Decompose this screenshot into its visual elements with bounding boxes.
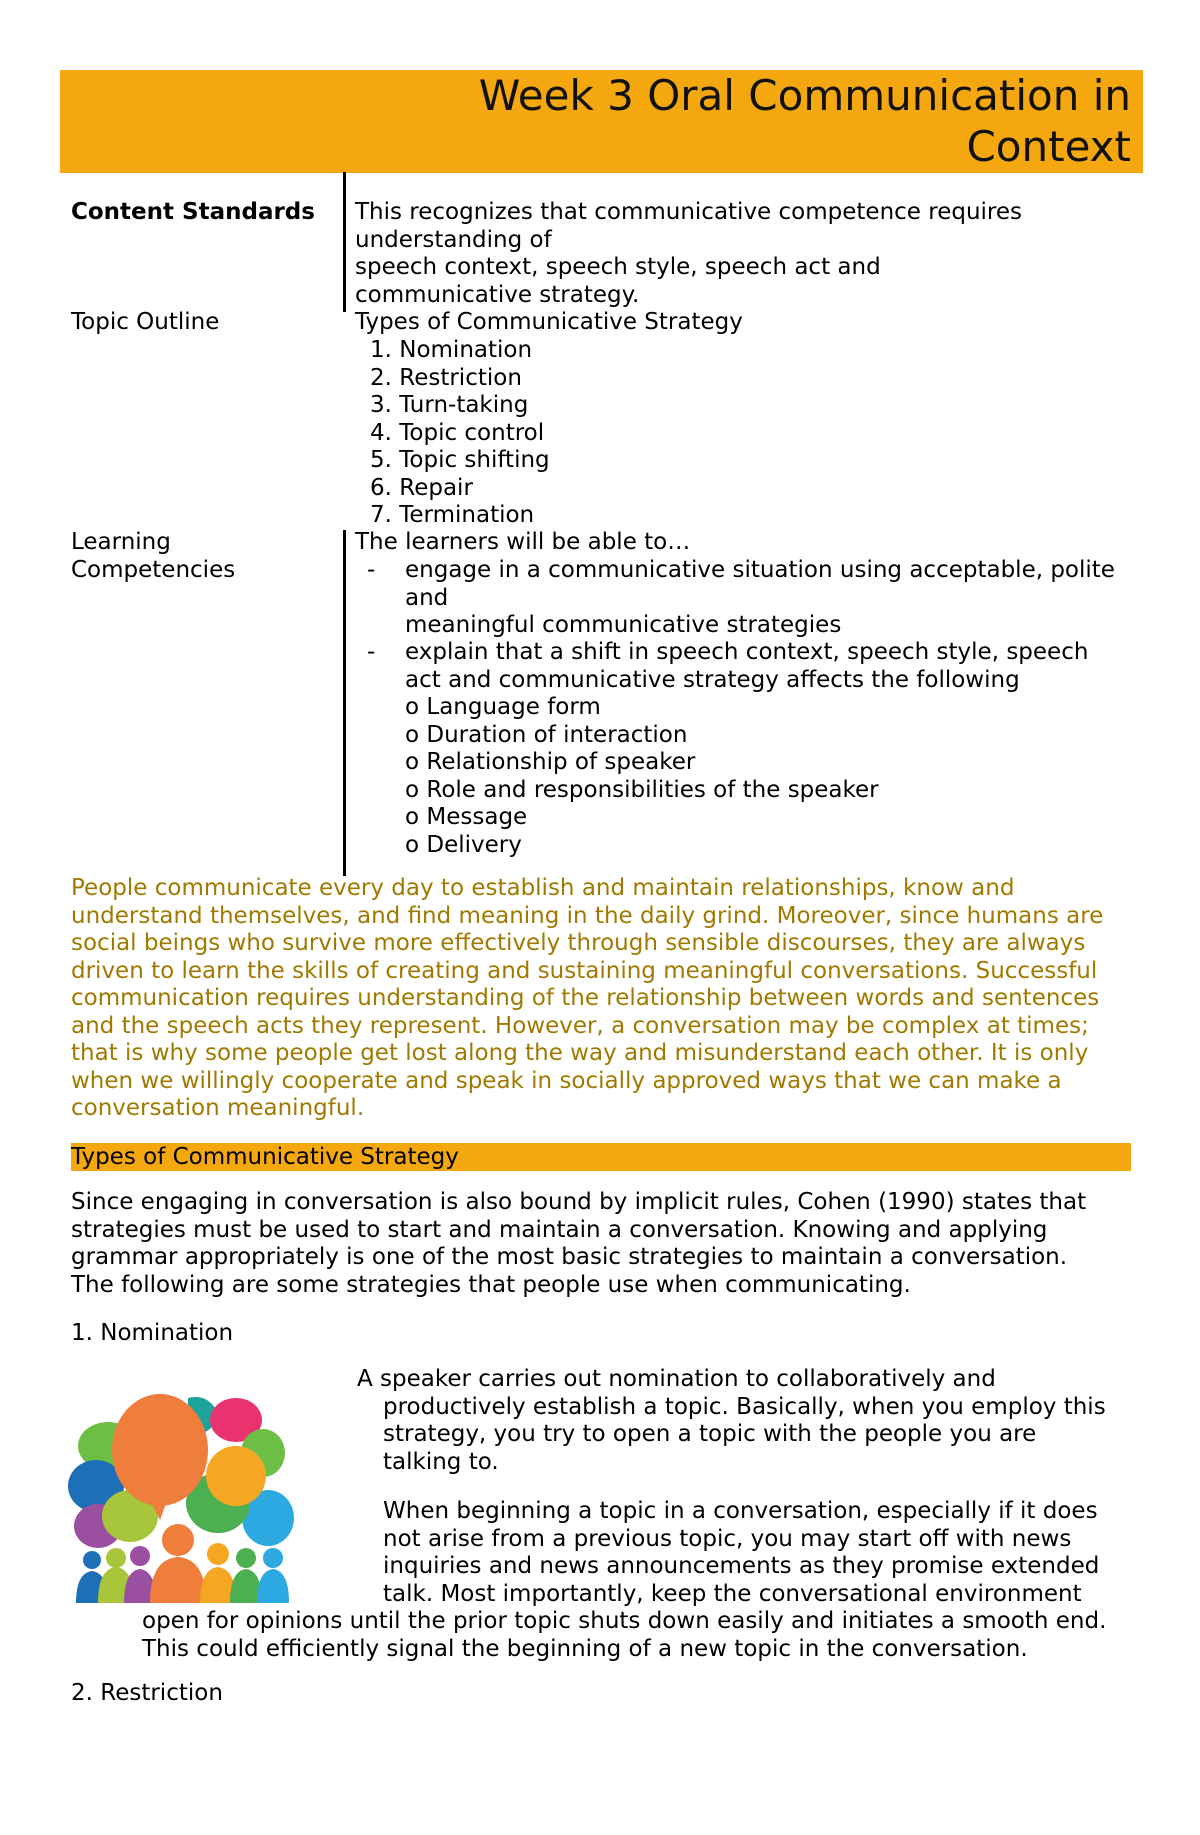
- sub-list-item: o Duration of interaction: [405, 721, 688, 748]
- title-line-2: Context: [966, 122, 1131, 171]
- intro-line: when we willingly cooperate and speak in socially approved ways that we can make a: [71, 1067, 1062, 1094]
- paragraph-line: This could efficiently signal the beginning of a new topic in the conversation.: [142, 1635, 1028, 1662]
- paragraph-line: strategies must be used to start and maintain a conversation. Knowing and applying: [71, 1216, 1048, 1243]
- person-body: [150, 1557, 206, 1603]
- competency-line: act and communicative strategy affects the following: [405, 666, 1020, 693]
- learning-competencies-label: [71, 529, 235, 584]
- paragraph-line: grammar appropriately is one of the most basic strategies to maintain a conversation.: [71, 1244, 1068, 1270]
- title-banner: [60, 70, 1143, 173]
- section-paragraph: [71, 1189, 1146, 1299]
- sub-list-item: o Role and responsibilities of the speaker: [405, 776, 879, 803]
- content-standards-line: speech context, speech style, speech act and: [355, 254, 881, 280]
- list-item: 4. Topic control: [370, 419, 545, 446]
- paragraph-line: open for opinions until the prior topic shuts down easily and initiates a smooth end.: [142, 1608, 1107, 1634]
- table-divider-bottom: [343, 530, 346, 876]
- title-line-1: Week 3 Oral Communication in: [478, 71, 1131, 120]
- person-head: [106, 1548, 126, 1568]
- list-item: 7. Termination: [370, 502, 535, 528]
- person-body: [257, 1569, 289, 1603]
- intro-line: understand themselves, and find meaning in the daily grind. Moreover, since humans are: [71, 902, 1104, 929]
- speech-bubble-shape: [112, 1394, 208, 1506]
- content-standards-label: Content Standards: [71, 199, 315, 225]
- dash-bullet: -: [367, 639, 376, 665]
- label-line: Learning: [71, 529, 171, 555]
- paragraph-line: The following are some strategies that people use when communicating.: [71, 1271, 911, 1298]
- dash-bullet: -: [367, 557, 376, 583]
- person-head: [263, 1548, 283, 1568]
- competency-sub-list: [405, 694, 879, 859]
- paragraph-line: productively establish a topic. Basically, when you employ this: [383, 1393, 1106, 1420]
- competency-line: explain that a shift in speech context, speech style, speech: [405, 639, 1089, 665]
- section-heading: Types of Communicative Strategy: [71, 1144, 459, 1170]
- intro-line: and the speech acts they represent. However, a conversation may be complex at times;: [71, 1012, 1089, 1039]
- paragraph-line: talking to.: [383, 1448, 499, 1475]
- nomination-paragraph-2: [383, 1498, 1173, 1608]
- sub-list-item: o Delivery: [405, 831, 522, 858]
- paragraph-line: talk. Most importantly, keep the conversational environment: [383, 1580, 1082, 1607]
- nomination-paragraph-2-continued: [142, 1608, 1152, 1663]
- intro-line: communication requires understanding of the relationship between words and sentences: [71, 985, 1100, 1011]
- label-line: Competencies: [71, 556, 236, 583]
- intro-line: conversation meaningful.: [71, 1095, 365, 1121]
- nomination-paragraph-1: [357, 1366, 1147, 1476]
- paragraph-line: strategy, you try to open a topic with the people you are: [383, 1421, 1037, 1447]
- sub-list-item: o Message: [405, 804, 528, 830]
- person-head: [83, 1551, 101, 1569]
- intro-paragraph: [71, 875, 1146, 1123]
- restriction-heading: 2. Restriction: [71, 1680, 223, 1706]
- competency-item: [355, 557, 1145, 640]
- nomination-heading: 1. Nomination: [71, 1320, 234, 1346]
- topic-outline-list: [370, 337, 550, 530]
- intro-line: People communicate every day to establish and maintain relationships, know and: [71, 875, 1015, 901]
- person-head: [207, 1543, 229, 1565]
- content-standards-line: This recognizes that communicative competence requires: [355, 199, 1022, 225]
- table-divider-top: [343, 172, 346, 312]
- competency-line: and: [405, 584, 449, 611]
- speech-bubbles-people-illustration: [68, 1368, 300, 1603]
- page-title: [479, 70, 1131, 172]
- content-standards-text: [355, 199, 1145, 309]
- list-item: 2. Restriction: [370, 364, 522, 391]
- list-item: 3. Turn-taking: [370, 392, 529, 418]
- topic-outline-label: Topic Outline: [71, 309, 220, 335]
- paragraph-line: inquiries and news announcements as they promise extended: [383, 1553, 1100, 1579]
- person-head: [162, 1524, 194, 1556]
- person-head: [130, 1546, 150, 1566]
- competency-line: engage in a communicative situation using acceptable, polite: [405, 557, 1115, 583]
- paragraph-line: not arise from a previous topic, you may start off with news: [383, 1525, 1072, 1552]
- sub-list-item: o Language form: [405, 694, 601, 720]
- list-item: 5. Topic shifting: [370, 447, 550, 473]
- intro-line: driven to learn the skills of creating and sustaining meaningful conversations. Successful: [71, 957, 1098, 984]
- list-item: 1. Nomination: [370, 337, 533, 363]
- paragraph-line: A speaker carries out nomination to collaboratively and: [357, 1366, 996, 1392]
- competency-item: [355, 639, 1145, 694]
- paragraph-line: When beginning a topic in a conversation, especially if it does: [383, 1498, 1098, 1524]
- intro-line: that is why some people get lost along the way and misunderstand each other. It is only: [71, 1040, 1089, 1066]
- person-head: [236, 1548, 256, 1568]
- content-standards-line: understanding of: [355, 226, 552, 253]
- paragraph-line: Since engaging in conversation is also bound by implicit rules, Cohen (1990) states that: [71, 1189, 1087, 1215]
- sub-list-item: o Relationship of speaker: [405, 749, 696, 775]
- competency-line: meaningful communicative strategies: [405, 612, 842, 638]
- content-standards-line: communicative strategy.: [355, 281, 640, 308]
- intro-line: social beings who survive more effectively through sensible discourses, they are always: [71, 930, 1086, 956]
- learning-intro: The learners will be able to…: [355, 529, 691, 555]
- list-item: 6. Repair: [370, 474, 473, 501]
- topic-outline-heading: Types of Communicative Strategy: [355, 309, 743, 335]
- speech-bubble-shape: [206, 1446, 266, 1506]
